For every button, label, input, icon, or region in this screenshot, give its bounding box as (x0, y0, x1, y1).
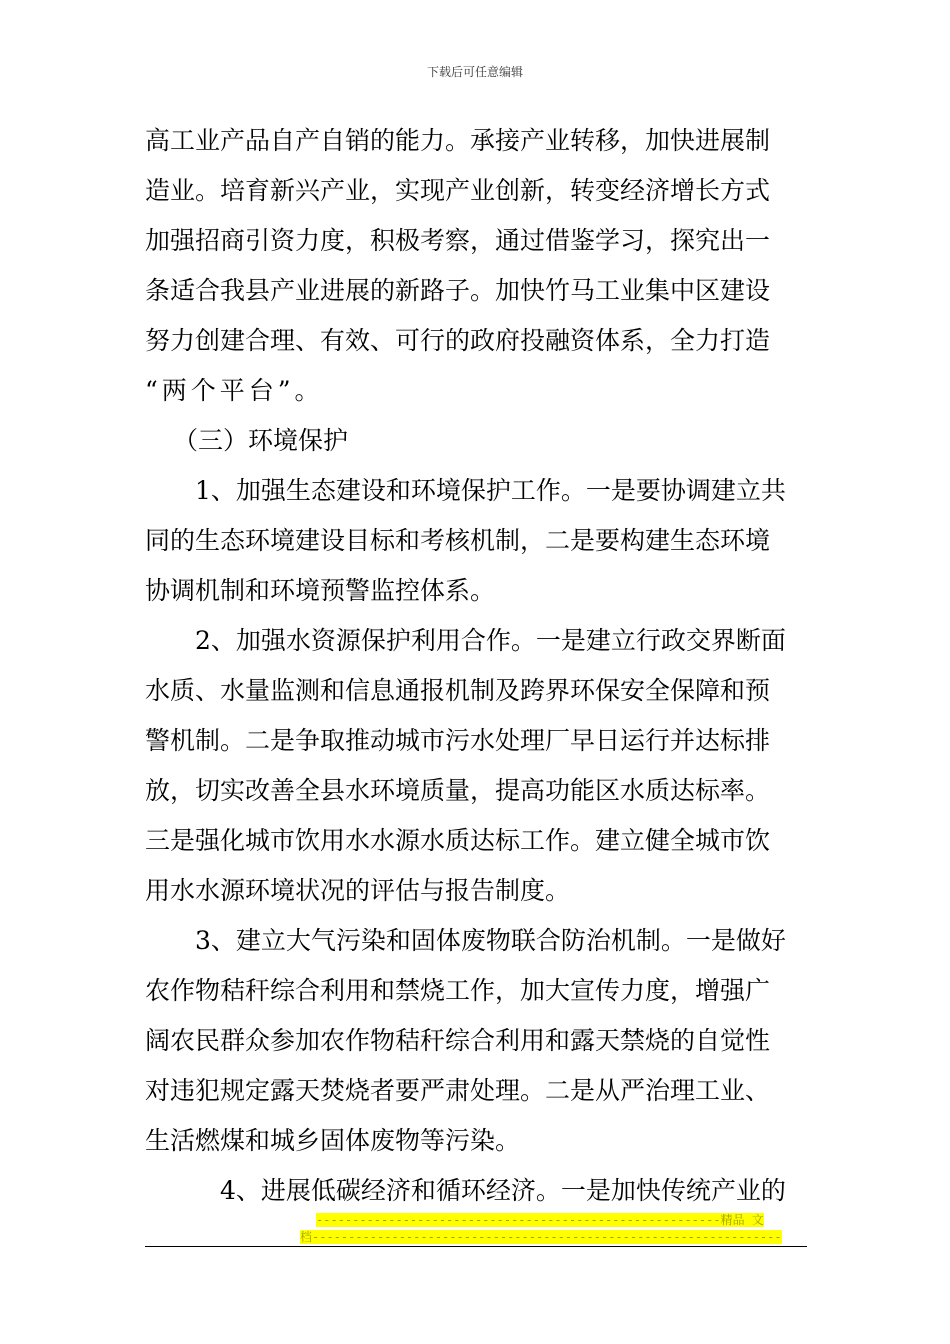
text-line: 生活燃煤和城乡固体废物等污染。 (145, 1126, 521, 1155)
text-line: 高工业产品自产自销的能力。承接产业转移，加快进展制 (145, 126, 771, 155)
text-line: 3、建立大气污染和固体废物联合防治机制。一是做好 (195, 926, 786, 955)
footer-mark-line2: 档----------------------------------------------------------------- (300, 1230, 782, 1244)
section-heading: （三）环境保护 (173, 426, 349, 455)
text-line: 条适合我县产业进展的新路子。加快竹马工业集中区建设 (145, 276, 771, 305)
text-line: 4、进展低碳经济和循环经济。一是加快传统产业的 (220, 1176, 786, 1205)
text-line: 同的生态环境建设目标和考核机制，二是要构建生态环境 (145, 526, 771, 555)
text-line: 水质、水量监测和信息通报机制及跨界环保安全保障和预 (145, 676, 771, 705)
header-note: 下载后可任意编辑 (426, 65, 523, 79)
text-line: 农作物秸秆综合利用和禁烧工作，加大宣传力度，增强广 (145, 976, 771, 1005)
text-line: 三是强化城市饮用水水源水质达标工作。建立健全城市饮 (145, 826, 771, 855)
document-body (145, 116, 807, 1216)
text-line: 对违犯规定露天焚烧者要严肃处理。二是从严治理工业、 (145, 1076, 771, 1105)
text-line: 1、加强生态建设和环境保护工作。一是要协调建立共 (195, 476, 786, 505)
text-line: 造业。培育新兴产业，实现产业创新，转变经济增长方式 (145, 176, 771, 205)
footer-watermark (300, 1212, 782, 1246)
text-line: 协调机制和环境预警监控体系。 (145, 576, 496, 605)
text-line: 用水水源环境状况的评估与报告制度。 (145, 876, 571, 905)
text-line: 加强招商引资力度，积极考察，通过借鉴学习，探究出一 (145, 226, 771, 255)
text-line: “两个平台”。 (145, 376, 324, 405)
text-line: 警机制。二是争取推动城市污水处理厂早日运行并达标排 (145, 726, 771, 755)
text-line: 努力创建合理、有效、可行的政府投融资体系，全力打造 (145, 326, 771, 355)
footer-mark-line1: --------------------------------------------------------精品 文 (316, 1213, 764, 1227)
footer-divider (145, 1246, 807, 1247)
text-line: 阔农民群众参加农作物秸秆综合利用和露天禁烧的自觉性 (145, 1026, 771, 1055)
text-line: 2、加强水资源保护利用合作。一是建立行政交界断面 (195, 626, 786, 655)
text-line: 放，切实改善全县水环境质量，提高功能区水质达标率。 (145, 776, 771, 805)
